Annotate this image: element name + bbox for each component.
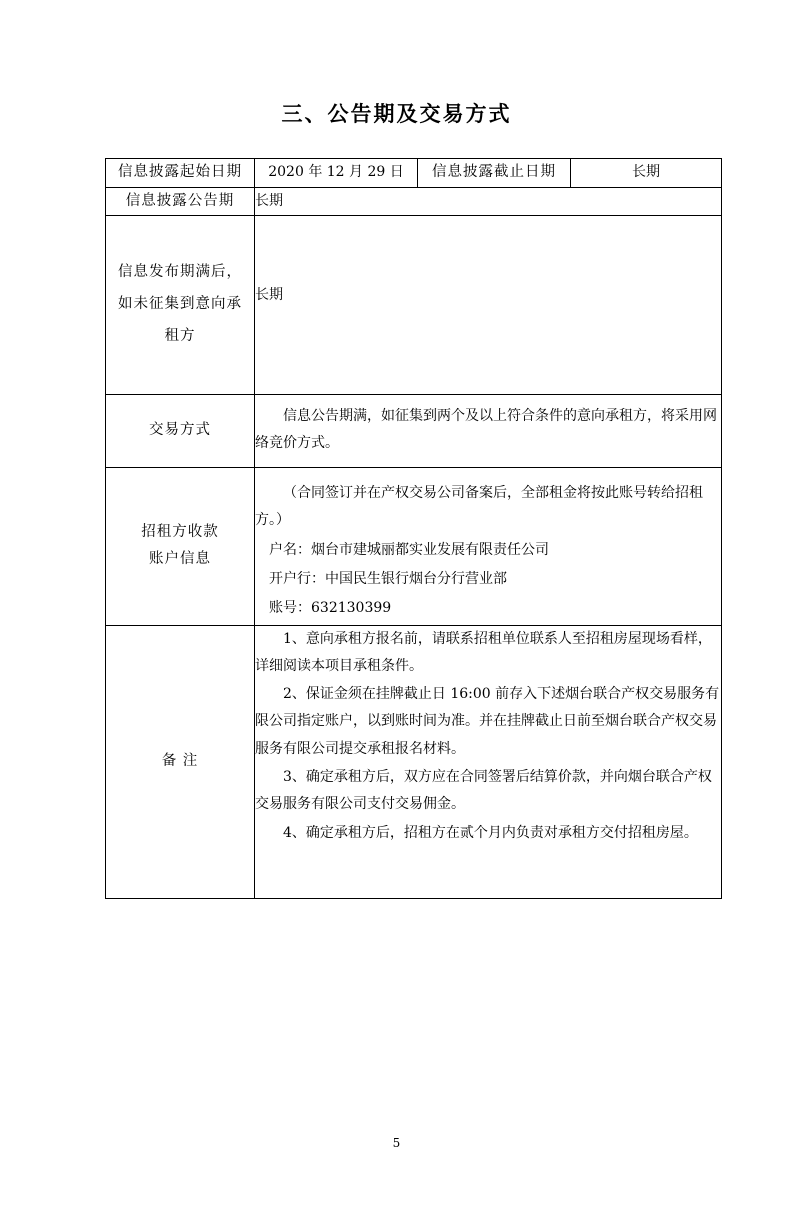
announcement-table (105, 158, 722, 899)
label-after-period-expires (106, 216, 255, 395)
value-remarks (255, 625, 722, 898)
account-name: 户名：烟台市建城丽都实业发展有限责任公司 (269, 541, 549, 558)
value-disclosure-start-date: 2020 年 12 月 29 日 (255, 159, 418, 188)
value-disclosure-end-date: 长期 (571, 159, 722, 188)
value-after-period-expires: 长期 (255, 216, 722, 395)
page-title: 三、公告期及交易方式 (281, 101, 512, 126)
page-number: 5 (392, 1136, 401, 1150)
label-line-2: 账户信息 (149, 551, 211, 568)
remark-item-4: 4、确定承租方后，招租方在贰个月内负责对承租方交付招租房屋。 (283, 824, 698, 841)
table-row (106, 187, 722, 216)
value-lessor-account-info (255, 468, 722, 625)
label-line-1: 招租方收款 (141, 523, 219, 540)
account-number: 账号：632130399 (269, 600, 392, 617)
transaction-method-text: 信息公告期满，如征集到两个及以上符合条件的意向承租方，将采用网络竞价方式。 (255, 407, 717, 452)
label-lessor-account-info (106, 468, 255, 625)
label-line-2: 如未征集到意向承 (118, 296, 242, 313)
account-note: （合同签订并在产权交易公司备案后，全部租金将按此账号转给招租方。） (255, 485, 703, 529)
label-remarks: 备 注 (106, 625, 255, 898)
table-row (106, 468, 722, 625)
remark-item-1: 1、意向承租方报名前，请联系招租单位联系人至招租房屋现场看样，详细阅读本项目承租条件。 (255, 630, 712, 674)
table-row (106, 159, 722, 188)
table-row (106, 216, 722, 395)
table-row (106, 395, 722, 468)
document-page (0, 98, 793, 1220)
label-disclosure-start-date: 信息披露起始日期 (106, 159, 255, 188)
label-disclosure-period: 信息披露公告期 (106, 187, 255, 216)
remark-item-3: 3、确定承租方后，双方应在合同签署后结算价款，并向烟台联合产权交易服务有限公司支付交易佣金。 (255, 769, 712, 813)
label-transaction-method: 交易方式 (106, 395, 255, 468)
account-bank: 开户行：中国民生银行烟台分行营业部 (269, 570, 507, 587)
remark-item-2: 2、保证金须在挂牌截止日 16:00 前存入下述烟台联合产权交易服务有限公司指定账户，以到账时间为准。并在挂牌截止日前至烟台联合产权交易服务有限公司提交承租报名材料。 (255, 686, 720, 757)
label-line-1: 信息发布期满后， (118, 264, 242, 281)
table-row (106, 625, 722, 898)
value-disclosure-period: 长期 (255, 187, 722, 216)
label-disclosure-end-date: 信息披露截止日期 (418, 159, 571, 188)
label-line-3: 租方 (164, 328, 196, 345)
value-transaction-method (255, 395, 722, 468)
